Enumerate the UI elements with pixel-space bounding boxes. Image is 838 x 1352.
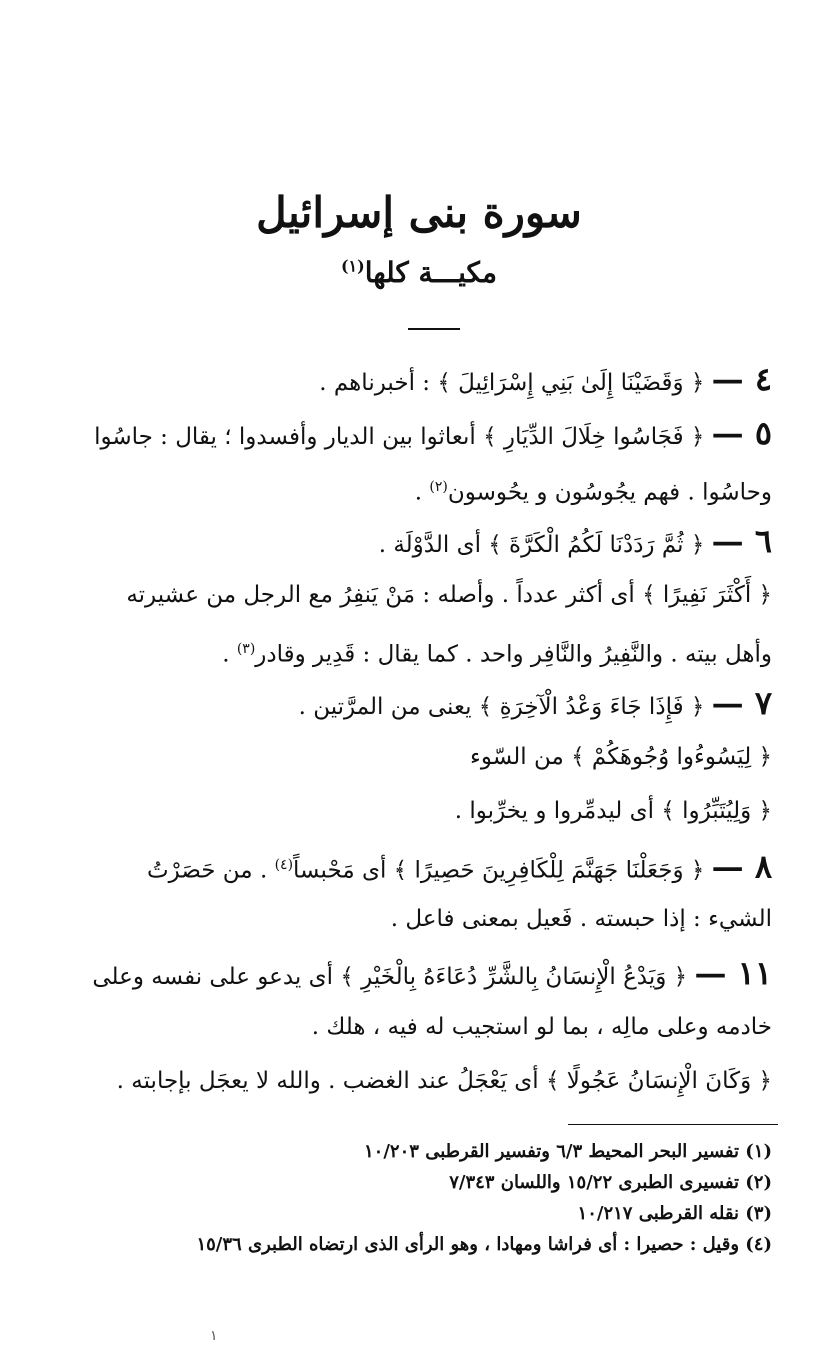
commentary-text: ﴿ وَجَعَلْنَا جَهَنَّمَ لِلْكَافِرِينَ حَصِيرًا ﴾ أى مَحْبساً — [293, 857, 705, 884]
commentary-text: ﴿ وَيَدْعُ الْإِنسَانُ بِالشَّرِّ دُعَاءَهُ بِالْخَيْرِ ﴾ أى يدعو على نفسه وعلى — [92, 964, 688, 990]
commentary-line — [88, 514, 772, 568]
commentary-text: ﴿ وَكَانَ الْإِنسَانُ عَجُولًا ﴾ أى يَعْجَلُ عند الغضب . والله لا يعجَل بإجابته . — [116, 1068, 772, 1094]
commentary-text: ﴿ فَإِذَا جَاءَ وَعْدُ الْآخِرَةِ ﴾ يعنى من المرَّتين . — [298, 694, 705, 720]
commentary-text: وحاسُوا . فهم يجُوسُون و يحُوسون — [447, 479, 772, 506]
commentary-text: الشيء : إذا حبسته . فَعيل بمعنى فاعل . — [390, 906, 772, 932]
verse-number: ٤ — — [711, 360, 772, 398]
verse-number: ٨ — — [711, 847, 772, 886]
commentary-text: ﴿ ثُمَّ رَدَدْنَا لَكُمُ الْكَرَّةَ ﴾ أى الدَّوْلَة . — [378, 532, 705, 558]
commentary-line — [88, 1054, 772, 1108]
commentary-line — [88, 892, 772, 946]
commentary-text: ﴿ لِيَسُوءُوا وُجُوهَكُمْ ﴾ من السّوء — [470, 744, 772, 770]
commentary-tail: . — [414, 479, 430, 506]
verse-number: ٧ — — [711, 684, 772, 722]
commentary-line — [88, 406, 772, 460]
commentary-text: ﴿ فَجَاسُوا خِلَالَ الدِّيَارِ ﴾ أىعاثوا بين الديار وأفسدوا ؛ يقال : جاسُوا — [94, 424, 705, 450]
commentary-line — [88, 838, 772, 892]
commentary-line — [88, 784, 772, 838]
commentary-tail: . من حَصَرْتُ — [146, 857, 275, 884]
commentary-line — [88, 730, 772, 784]
footnote-ref: (٤) — [274, 857, 294, 873]
commentary-line — [88, 1000, 772, 1054]
footnotes — [140, 1136, 772, 1260]
footnote-ref: (٣) — [236, 641, 256, 657]
title-divider — [408, 328, 460, 330]
footnote: (٢) تفسيرى الطبرى ١٥/٢٢ واللسان ٧/٣٤٣ — [449, 1172, 772, 1193]
commentary-text: ﴿ أَكْثَرَ نَفِيرًا ﴾ أى أكثر عدداً . وأصله : مَنْ يَنفِرُ مع الرجل من عشيرته — [126, 582, 772, 608]
commentary-body — [88, 352, 772, 1108]
subtitle-text: مكيـــة كلها — [364, 256, 498, 289]
page-mark: ١ — [210, 1328, 218, 1344]
verse-number: ٥ — — [711, 414, 772, 452]
footnote: (١) تفسير البحر المحيط ٦/٣ وتفسير القرطبى ١٠/٢٠٣ — [364, 1141, 772, 1162]
commentary-text: خادمه وعلى مالِه ، بما لو استجيب له فيه ، هلك . — [311, 1014, 772, 1040]
commentary-line — [88, 352, 772, 406]
surah-subtitle — [0, 256, 838, 289]
verse-number: ١١ — — [694, 954, 772, 992]
commentary-text: وأهل بيته . والنَّفِيرُ والنَّافِر واحد . كما يقال : قَدِير وقادر — [255, 641, 772, 668]
footnote: (٤) وقيل : حصيرا : أى فراشا ومهادا ، وهو الرأى الذى ارتضاه الطبرى ١٥/٣٦ — [196, 1234, 772, 1255]
footnote: (٣) نقله القرطبى ١٠/٢١٧ — [577, 1203, 772, 1224]
verse-number: ٦ — — [711, 522, 772, 560]
subtitle-footnote-ref: (١) — [340, 256, 365, 276]
footnote-ref: (٢) — [429, 479, 448, 495]
footnote-divider — [568, 1124, 778, 1125]
surah-title: سورة بنى إسرائيل — [256, 188, 582, 237]
commentary-line — [88, 676, 772, 730]
commentary-text: ﴿ وَقَضَيْنَا إِلَىٰ بَنِي إِسْرَائِيلَ ﴾ : أخبرناهم . — [319, 370, 705, 396]
commentary-line — [88, 460, 772, 514]
commentary-line — [88, 568, 772, 622]
commentary-line — [88, 622, 772, 676]
commentary-text: ﴿ وَلِيُتَبِّرُوا ﴾ أى ليدمِّروا و يخرِّبوا . — [454, 798, 772, 824]
commentary-tail: . — [222, 641, 237, 668]
commentary-line — [88, 946, 772, 1000]
